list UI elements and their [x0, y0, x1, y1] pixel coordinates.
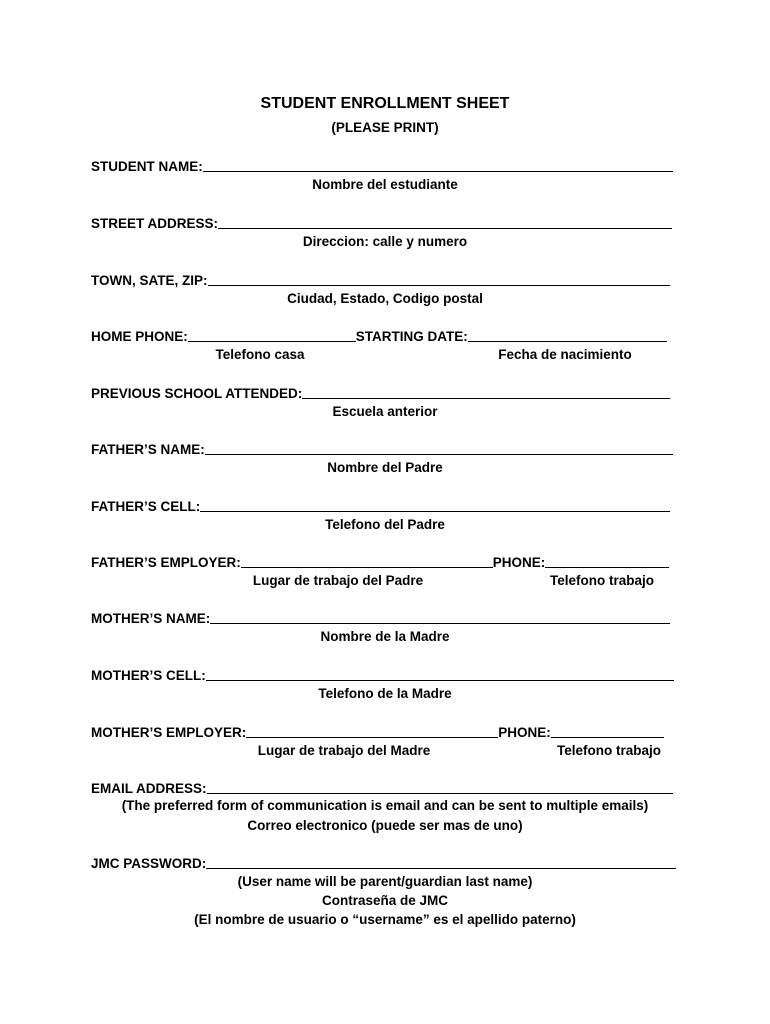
- jmc-password-translation: Contraseña de JMC: [321, 893, 449, 908]
- page-subtitle: (PLEASE PRINT): [331, 120, 439, 135]
- fathers-cell-field[interactable]: [200, 499, 670, 512]
- street-address-row: [91, 213, 672, 231]
- mothers-employer-row: [91, 722, 664, 740]
- student-name-field[interactable]: [203, 159, 673, 172]
- student-name-row: [91, 156, 673, 174]
- fathers-cell-row: [91, 496, 670, 514]
- fathers-cell-translation: Telefono del Padre: [325, 517, 445, 532]
- jmc-password-note: (User name will be parent/guardian last name): [237, 874, 533, 889]
- jmc-password-field[interactable]: [206, 856, 676, 869]
- previous-school-label: PREVIOUS SCHOOL ATTENDED:: [91, 386, 303, 401]
- fathers-name-field[interactable]: [205, 442, 673, 455]
- mothers-cell-field[interactable]: [206, 668, 674, 681]
- starting-date-translation: Fecha de nacimiento: [498, 347, 632, 362]
- town-state-zip-label: TOWN, SATE, ZIP:: [91, 273, 208, 288]
- home-phone-label: HOME PHONE:: [91, 329, 188, 344]
- mothers-employer-label: MOTHER’S EMPLOYER:: [91, 725, 247, 740]
- fathers-employer-translation: Lugar de trabajo del Padre: [252, 573, 424, 588]
- jmc-password-label: JMC PASSWORD:: [91, 856, 207, 871]
- jmc-password-row: [91, 853, 676, 871]
- fathers-name-translation: Nombre del Padre: [327, 460, 443, 475]
- previous-school-row: [91, 383, 670, 401]
- fathers-name-label: FATHER’S NAME:: [91, 442, 205, 457]
- town-state-zip-translation: Ciudad, Estado, Codigo postal: [287, 291, 483, 306]
- jmc-password-username-note: (El nombre de usuario o “username” es el apellido paterno): [194, 912, 576, 927]
- email-field[interactable]: [207, 781, 673, 794]
- home-phone-translation: Telefono casa: [215, 347, 305, 362]
- fathers-cell-label: FATHER’S CELL:: [91, 499, 201, 514]
- page-title: STUDENT ENROLLMENT SHEET: [260, 95, 510, 112]
- street-address-field[interactable]: [218, 216, 672, 229]
- mothers-employer-translation: Lugar de trabajo del Madre: [257, 743, 431, 758]
- starting-date-field[interactable]: [468, 329, 667, 342]
- fathers-name-row: [91, 439, 673, 457]
- mothers-name-label: MOTHER’S NAME:: [91, 611, 211, 626]
- starting-date-label: STARTING DATE:: [355, 329, 468, 344]
- fathers-phone-label: PHONE:: [492, 555, 546, 570]
- home-phone-row: [91, 326, 667, 344]
- fathers-employer-label: FATHER’S EMPLOYER:: [91, 555, 241, 570]
- mothers-name-field[interactable]: [210, 611, 670, 624]
- town-state-zip-row: [91, 270, 670, 288]
- street-address-translation: Direccion: calle y numero: [302, 234, 468, 249]
- email-translation: Correo electronico (puede ser mas de uno): [247, 818, 523, 833]
- previous-school-field[interactable]: [302, 386, 670, 399]
- town-state-zip-field[interactable]: [208, 273, 670, 286]
- student-name-label: STUDENT NAME:: [91, 159, 203, 174]
- email-row: [91, 778, 673, 796]
- mothers-phone-label: PHONE:: [498, 725, 551, 740]
- fathers-phone-translation: Telefono trabajo: [549, 573, 654, 588]
- mothers-name-row: [91, 608, 670, 626]
- fathers-phone-field[interactable]: [545, 555, 669, 568]
- home-phone-field[interactable]: [188, 329, 356, 342]
- mothers-cell-label: MOTHER’S CELL:: [91, 668, 206, 683]
- student-name-translation: Nombre del estudiante: [312, 177, 458, 192]
- fathers-employer-field[interactable]: [241, 555, 493, 568]
- mothers-phone-field[interactable]: [551, 725, 664, 738]
- previous-school-translation: Escuela anterior: [332, 404, 438, 419]
- mothers-cell-translation: Telefono de la Madre: [318, 686, 452, 701]
- mothers-employer-field[interactable]: [246, 725, 498, 738]
- fathers-employer-row: [91, 552, 669, 570]
- mothers-phone-translation: Telefono trabajo: [556, 743, 661, 758]
- email-note: (The preferred form of communication is email and can be sent to multiple emails): [121, 798, 649, 813]
- mothers-name-translation: Nombre de la Madre: [320, 629, 450, 644]
- street-address-label: STREET ADDRESS:: [91, 216, 219, 231]
- mothers-cell-row: [91, 665, 674, 683]
- email-label: EMAIL ADDRESS:: [91, 781, 207, 796]
